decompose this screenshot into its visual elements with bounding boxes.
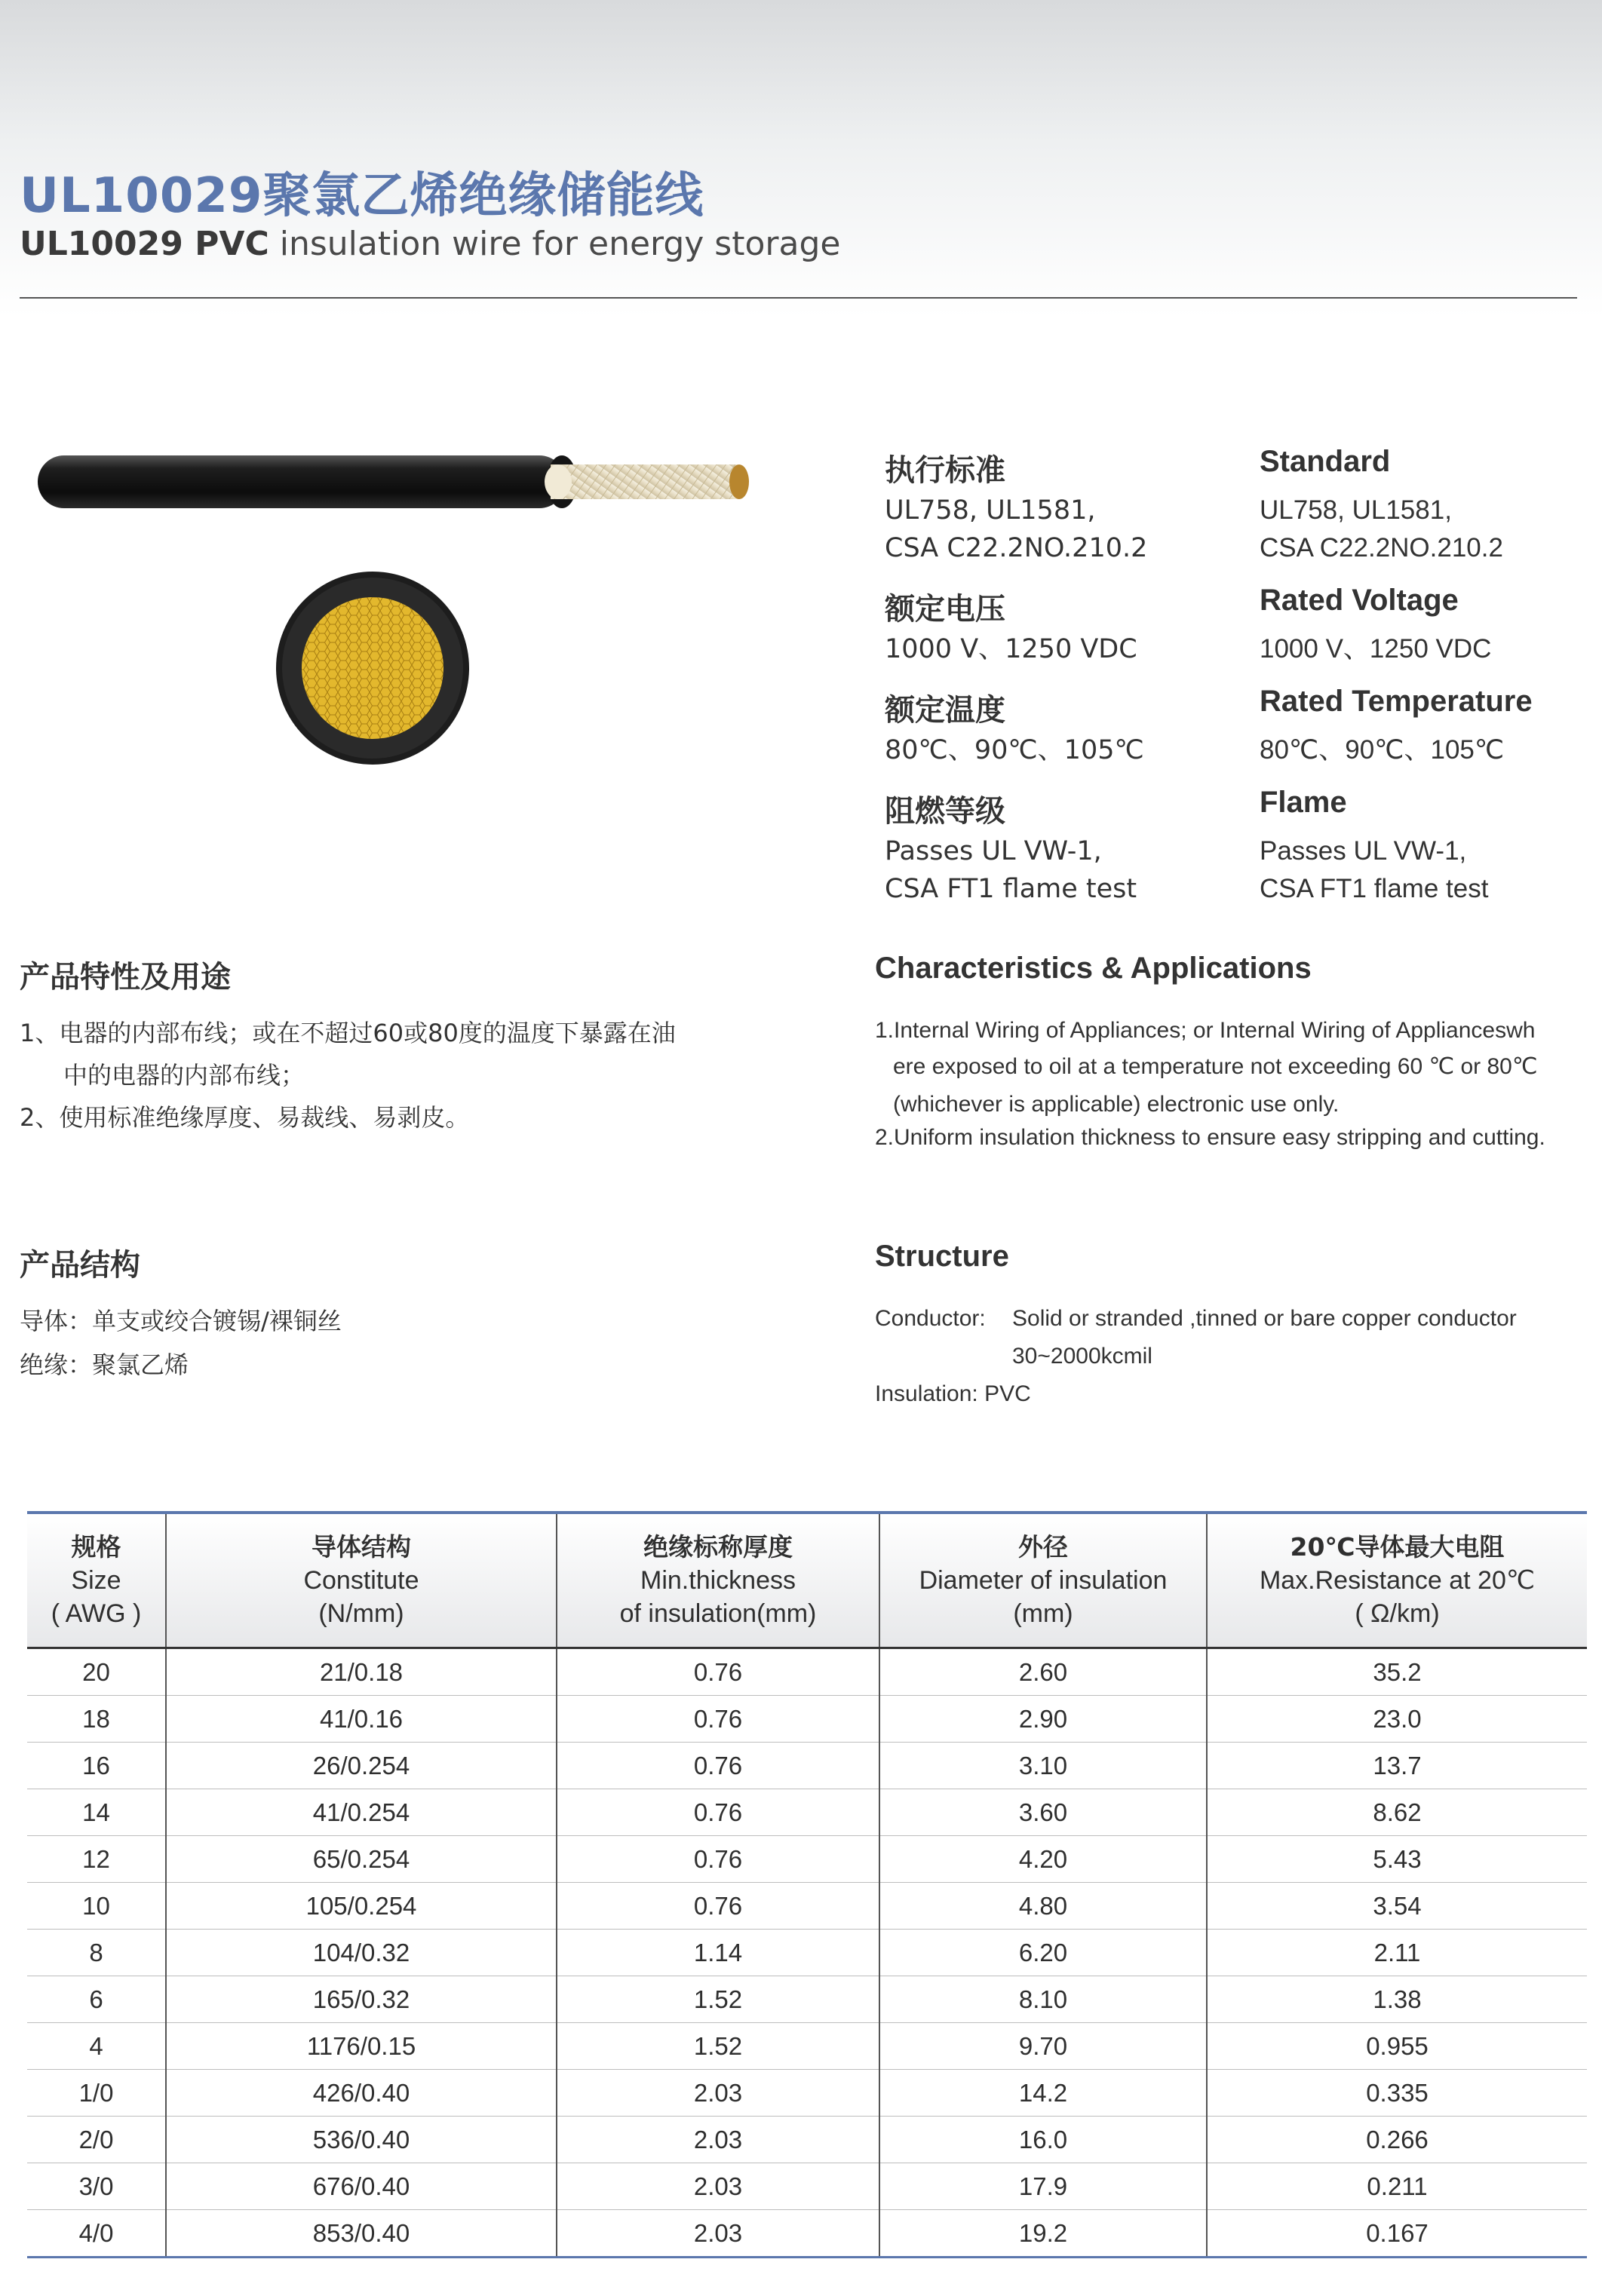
cell-size: 2/0	[27, 2117, 166, 2163]
cell-size: 12	[27, 1836, 166, 1883]
cell-thickness: 0.76	[557, 1696, 879, 1743]
cell-resistance: 0.211	[1207, 2163, 1587, 2210]
wire-side-view-image	[30, 445, 754, 520]
header-diameter	[879, 1513, 1207, 1648]
standard-label-en: Standard	[1260, 445, 1391, 478]
cell-thickness: 1.52	[557, 1976, 879, 2023]
cell-constitute: 426/0.40	[166, 2070, 557, 2117]
cell-thickness: 1.52	[557, 2023, 879, 2070]
cell-resistance: 8.62	[1207, 1789, 1587, 1836]
structure-conductor-range-en: 30~2000kcmil	[1012, 1344, 1152, 1369]
characteristics-item-cn: 中的电器的内部布线；	[63, 1061, 305, 1090]
standard-value-en-line2: CSA C22.2NO.210.2	[1260, 533, 1503, 563]
cell-resistance: 0.955	[1207, 2023, 1587, 2070]
cell-constitute: 536/0.40	[166, 2117, 557, 2163]
header-resistance	[1207, 1513, 1587, 1648]
cell-constitute: 1176/0.15	[166, 2023, 557, 2070]
cell-size: 14	[27, 1789, 166, 1836]
table-row	[27, 1789, 1587, 1836]
table-row	[27, 1930, 1587, 1976]
structure-conductor-value-en: Solid or stranded ,tinned or bare copper conductor	[1012, 1306, 1517, 1331]
header-resistance-cn: 20℃导体最大电阻	[1290, 1532, 1505, 1562]
specification-table	[27, 1511, 1587, 2258]
standard-value-cn-line1: UL758, UL1581,	[885, 495, 1096, 526]
header-constitute	[166, 1513, 557, 1648]
standard-label-cn: 执行标准	[885, 453, 1005, 488]
cell-size: 8	[27, 1930, 166, 1976]
structure-item-cn: 导体：单支或绞合镀锡/裸铜丝	[20, 1307, 342, 1335]
cell-size: 4/0	[78, 2218, 114, 2247]
header-size-cn: 规格	[71, 1532, 121, 1562]
cell-resistance: 1.38	[1207, 1976, 1587, 2023]
characteristics-item-cn: 1、电器的内部布线；或在不超过60或80度的温度下暴露在油	[20, 1019, 676, 1047]
cell-diameter: 19.2	[879, 2210, 1207, 2258]
header-thickness	[557, 1513, 879, 1648]
cell-thickness: 0.76	[557, 1883, 879, 1930]
cell-thickness: 2.03	[557, 2210, 879, 2258]
characteristics-title-cn: 产品特性及用途	[20, 960, 231, 995]
standard-value-en-line1: UL758, UL1581,	[1260, 495, 1452, 525]
cell-diameter: 8.10	[879, 1976, 1207, 2023]
header-constitute-en: Constitute	[303, 1566, 419, 1595]
structure-insulation-en: Insulation: PVC	[875, 1381, 1031, 1406]
cell-constitute: 41/0.16	[166, 1696, 557, 1743]
header-constitute-unit: (N/mm)	[318, 1599, 404, 1628]
temperature-label-cn: 额定温度	[885, 693, 1005, 728]
cell-diameter: 4.80	[879, 1883, 1207, 1930]
cell-constitute: 21/0.18	[166, 1648, 557, 1696]
cell-size: 6	[27, 1976, 166, 2023]
header-constitute-cn: 导体结构	[312, 1532, 411, 1562]
table-row	[27, 1696, 1587, 1743]
header-thickness-en: Min.thickness	[640, 1566, 796, 1595]
characteristics-item-en: 2.Uniform insulation thickness to ensure easy stripping and cutting.	[875, 1125, 1545, 1150]
temperature-value-en: 80℃、90℃、105℃	[1260, 735, 1505, 765]
cell-diameter: 3.10	[879, 1743, 1207, 1789]
header-resistance-en: Max.Resistance at 20℃	[1259, 1566, 1536, 1595]
table-row	[27, 1836, 1587, 1883]
characteristics-item-en: (whichever is applicable) electronic use only.	[893, 1092, 1340, 1117]
characteristics-item-en: ere exposed to oil at a temperature not exceeding 60 ℃ or 80℃	[893, 1054, 1538, 1079]
structure-title-cn: 产品结构	[20, 1248, 140, 1283]
cell-diameter: 17.9	[879, 2163, 1207, 2210]
flame-value-en-line2: CSA FT1 flame test	[1260, 874, 1489, 903]
characteristics-title-en: Characteristics & Applications	[875, 952, 1312, 985]
characteristics-item-cn: 2、使用标准绝缘厚度、易裁线、易剥皮。	[20, 1103, 470, 1132]
cell-diameter: 2.90	[879, 1696, 1207, 1743]
cell-thickness: 2.03	[557, 2117, 879, 2163]
table-row	[27, 2023, 1587, 2070]
table-row	[27, 1976, 1587, 2023]
cell-diameter: 3.60	[879, 1789, 1207, 1836]
cell-size: 18	[27, 1696, 166, 1743]
cell-diameter: 4.20	[879, 1836, 1207, 1883]
cell-resistance: 35.2	[1207, 1648, 1587, 1696]
flame-label-cn: 阻燃等级	[885, 794, 1005, 829]
cell-constitute: 165/0.32	[166, 1976, 557, 2023]
cell-thickness: 2.03	[557, 2070, 879, 2117]
cell-resistance: 5.43	[1207, 1836, 1587, 1883]
cell-resistance: 0.335	[1207, 2070, 1587, 2117]
cell-constitute: 105/0.254	[166, 1883, 557, 1930]
cell-diameter: 9.70	[879, 2023, 1207, 2070]
temperature-value-cn: 80℃、90℃、105℃	[885, 735, 1144, 765]
table-row	[27, 1743, 1587, 1789]
structure-item-cn: 绝缘：聚氯乙烯	[20, 1350, 189, 1379]
header-divider	[20, 297, 1577, 299]
voltage-value-cn: 1000 V、1250 VDC	[885, 634, 1137, 664]
flame-value-cn-line1: Passes UL VW-1,	[885, 836, 1102, 866]
header-thickness-cn: 绝缘标称厚度	[643, 1532, 793, 1562]
table-row	[27, 2210, 1587, 2258]
table-body	[27, 1648, 1587, 2258]
cell-thickness: 0.76	[557, 1648, 879, 1696]
table-row	[27, 2070, 1587, 2117]
header-size-en: Size	[71, 1566, 121, 1595]
table-header-row	[27, 1513, 1587, 1648]
cell-diameter: 14.2	[879, 2070, 1207, 2117]
cell-diameter: 16.0	[879, 2117, 1207, 2163]
flame-value-cn-line2: CSA FT1 flame test	[885, 874, 1137, 904]
header-size	[27, 1513, 166, 1648]
cell-constitute: 104/0.32	[166, 1930, 557, 1976]
cell-size: 10	[27, 1883, 166, 1930]
cell-size: 4	[27, 2023, 166, 2070]
table-row	[27, 1883, 1587, 1930]
cell-resistance: 0.167	[1207, 2210, 1587, 2258]
header-diameter-cn: 外径	[1018, 1532, 1068, 1562]
cell-size: 16	[27, 1743, 166, 1789]
cell-constitute: 676/0.40	[166, 2163, 557, 2210]
cell-resistance: 2.11	[1207, 1930, 1587, 1976]
cell-constitute: 853/0.40	[166, 2210, 557, 2258]
page-title-en-rest: insulation wire for energy storage	[269, 225, 841, 263]
wire-cross-section-image	[275, 570, 471, 766]
cell-size: 20	[27, 1648, 166, 1696]
voltage-label-en: Rated Voltage	[1260, 584, 1459, 617]
cell-thickness: 0.76	[557, 1743, 879, 1789]
cell-thickness: 0.76	[557, 1789, 879, 1836]
page-title-en-bold: UL10029 PVC	[20, 225, 269, 263]
temperature-label-en: Rated Temperature	[1260, 685, 1533, 718]
voltage-value-en: 1000 V、1250 VDC	[1260, 634, 1492, 664]
page-title-en	[20, 225, 840, 263]
characteristics-item-en: 1.Internal Wiring of Appliances; or Internal Wiring of Applianceswh	[875, 1018, 1536, 1043]
cell-resistance: 0.266	[1207, 2117, 1587, 2163]
header-diameter-unit: (mm)	[1013, 1599, 1073, 1628]
cell-thickness: 1.14	[557, 1930, 879, 1976]
structure-conductor-label-en: Conductor:	[875, 1306, 986, 1331]
cell-size: 3/0	[27, 2163, 166, 2210]
cell-diameter: 2.60	[879, 1648, 1207, 1696]
standard-value-cn-line2: CSA C22.2NO.210.2	[885, 533, 1148, 563]
flame-value-en-line1: Passes UL VW-1,	[1260, 836, 1467, 866]
header-size-unit: ( AWG )	[51, 1599, 142, 1628]
cell-resistance: 23.0	[1207, 1696, 1587, 1743]
voltage-label-cn: 额定电压	[885, 592, 1005, 627]
table-row	[27, 2117, 1587, 2163]
table-row	[27, 1648, 1587, 1696]
flame-label-en: Flame	[1260, 786, 1347, 819]
cell-resistance: 3.54	[1207, 1883, 1587, 1930]
table-row	[27, 2163, 1587, 2210]
page-title-cn: UL10029聚氯乙烯绝缘储能线	[20, 168, 704, 224]
cell-resistance: 13.7	[1207, 1743, 1587, 1789]
cell-constitute: 65/0.254	[166, 1836, 557, 1883]
structure-title-en: Structure	[875, 1240, 1009, 1273]
cell-constitute: 41/0.254	[166, 1789, 557, 1836]
header-resistance-unit: ( Ω/km)	[1355, 1599, 1440, 1628]
cell-size: 1/0	[27, 2070, 166, 2117]
cell-thickness: 2.03	[557, 2163, 879, 2210]
header-diameter-en: Diameter of insulation	[919, 1566, 1168, 1595]
cell-diameter: 6.20	[879, 1930, 1207, 1976]
header-thickness-unit: of insulation(mm)	[619, 1599, 817, 1628]
cell-constitute: 26/0.254	[166, 1743, 557, 1789]
cell-thickness: 0.76	[557, 1836, 879, 1883]
